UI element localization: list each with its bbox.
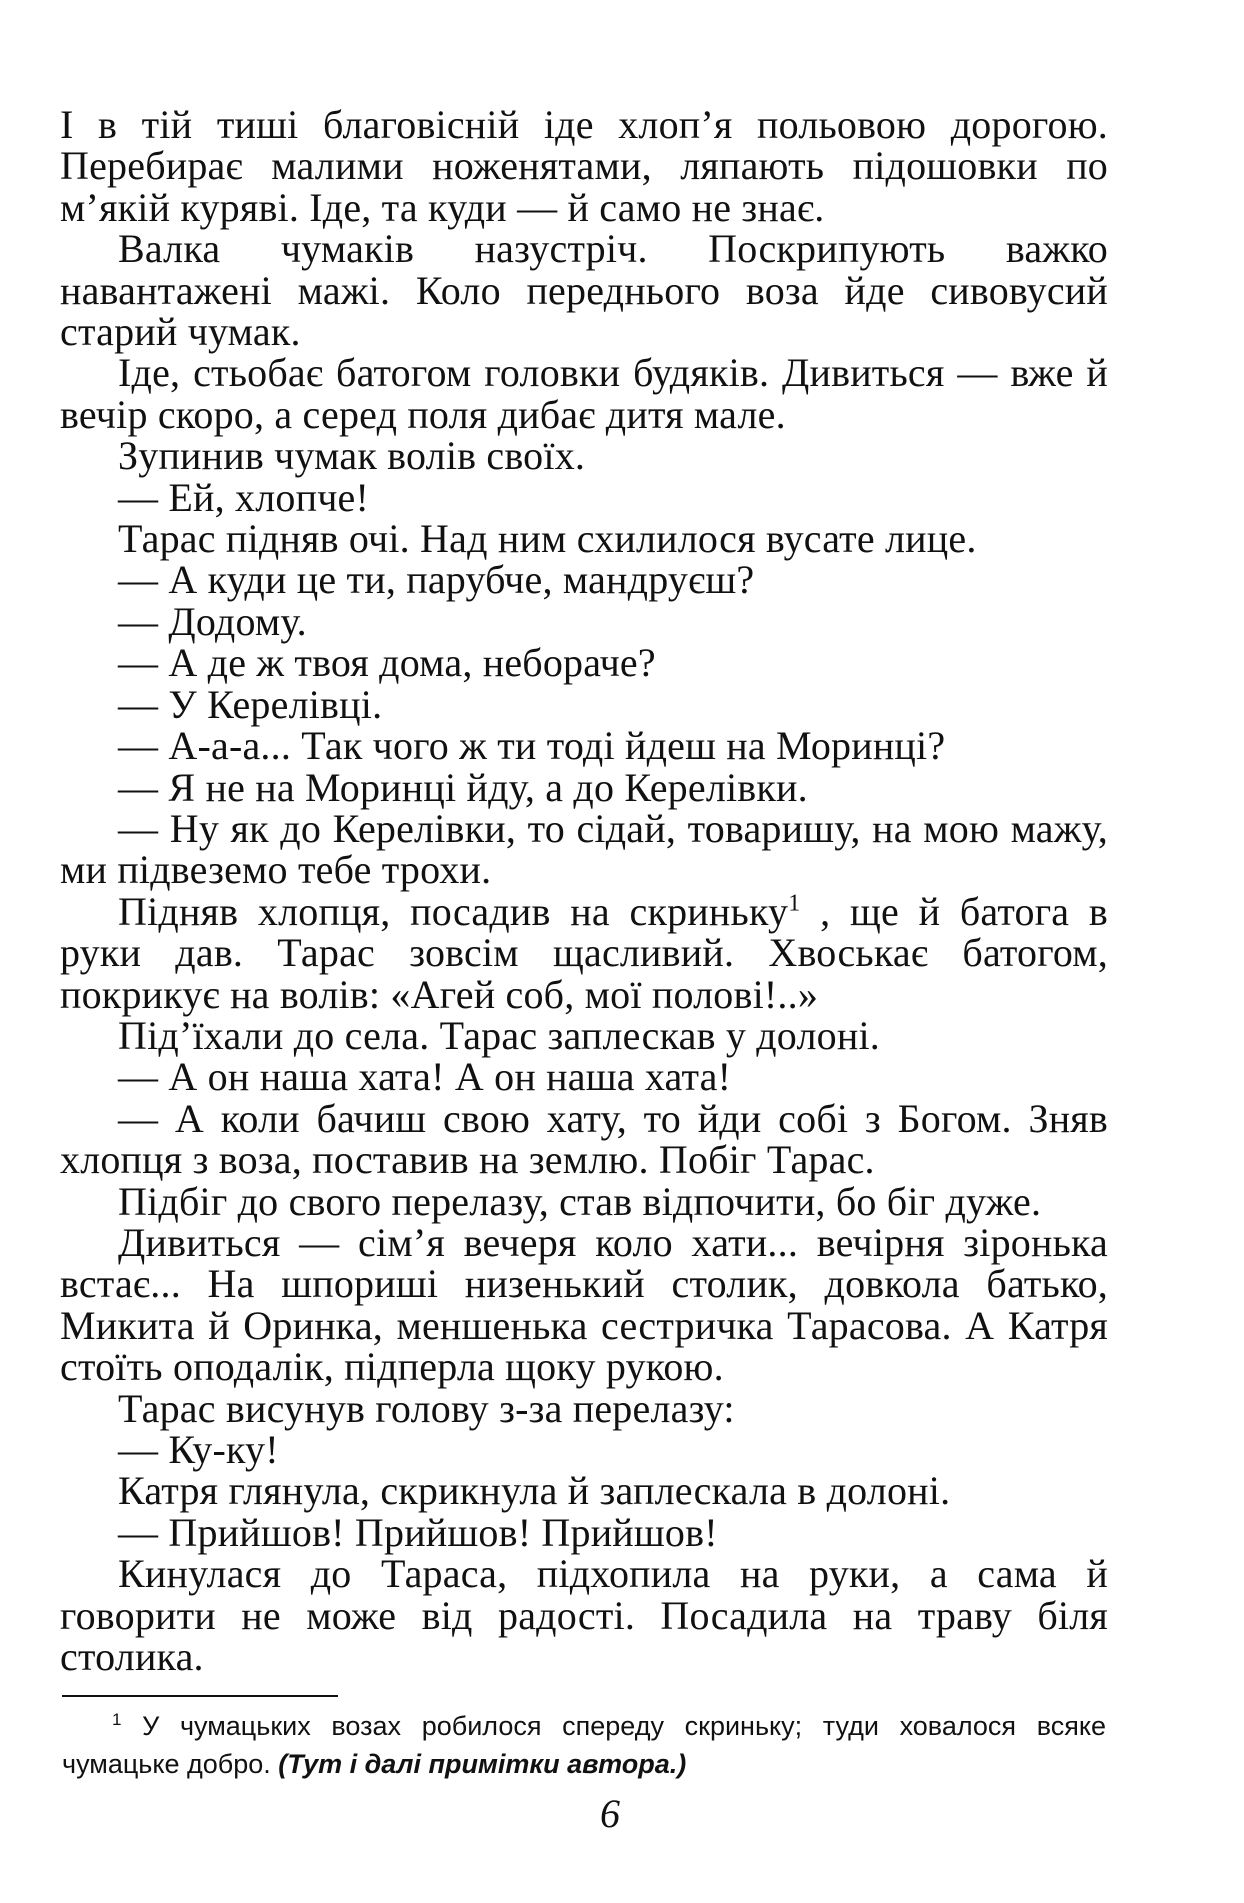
page-number: 6 [600,1791,620,1836]
paragraph: Катря глянула, скрикнула й заплескала в долоні. [118,1468,951,1514]
dialogue-line: — Ну як до Керелівки, то сідай, товаришу, на мою мажу, ми підвеземо тебе трохи. [60,805,1108,893]
paragraph: Валка чумаків назустріч. Поскрипують важко навантажені мажі. Коло переднього воза йде сивовусий старий чумак. [60,226,1108,355]
dialogue-line: — А он наша хата! А он наша хата! [118,1054,732,1100]
footnote [62,1707,1106,1783]
dialogue-line: — А куди це ти, парубче, мандруєш? [118,557,755,603]
paragraph: Тарас підняв очі. Над ним схилилося вусате лице. [118,516,977,562]
paragraph: Зупинив чумак волів своїх. [118,433,586,479]
paragraph: Підбіг до свого перелазу, став відпочити, бо біг дуже. [118,1178,1042,1224]
paragraph: Іде, стьобає батогом головки будяків. Дивиться — вже й вечір скоро, а серед поля дибає дитя мале. [60,350,1108,437]
paragraph: Тарас висунув голову з-за перелазу: [118,1385,735,1431]
dialogue-line: — А-а-а... Так чого ж ти тоді йдеш на Моринці? [118,723,946,769]
paragraph-text-after-note: , ще й батога в руки дав. Тарас зовсім щасливий. Хвоськає батогом, покрикує на волів: «Агей соб, мої полові!..» [60,888,1109,1017]
dialogue-line: — Прийшов! Прийшов! Прийшов! [118,1509,718,1555]
dialogue-line: — У Керелівці. [118,681,383,727]
dialogue-line: — Я не на Моринці йду, а до Керелівки. [118,764,808,810]
footnote-mark: 1 [112,1710,122,1729]
dialogue-line: — Додому. [118,598,307,644]
paragraph-with-footnote [60,888,1109,1017]
dialogue-line: — А де ж твоя дома, небораче? [118,640,656,686]
dialogue-line: — Ку-ку! [118,1427,279,1472]
paragraph: Кинулася до Тараса, підхопила на руки, а сама й говорити не може від радості. Посадила на траву біля столика. [60,1551,1108,1680]
main-text [60,102,1109,1680]
footnote-text: У чумацьких возах робилося спереду скриньку; туди ховалося всяке чумацьке добро. [62,1711,1106,1779]
footnote-reference: 1 [788,890,801,917]
paragraph: І в тій тиші благовісній іде хлоп’я польовою дорогою. Перебирає малими ноженятами, ляпають підошовки по м’якій куряві. Іде, та куди — й само не знає. [60,102,1108,230]
paragraph-text-before-note: Підняв хлопця, посадив на скриньку [118,888,789,934]
footnote-author-note: (Тут і далі примітки автора.) [278,1749,687,1779]
dialogue-line: — А коли бачиш свою хату, то йди собі з Богом. Зняв хлопця з воза, поставив на землю. Побіг Тарас. [60,1095,1108,1183]
footnote-divider [62,1695,338,1697]
paragraph: Дивиться — сім’я вечеря коло хати... вечірня зіронька встає... На шпориші низенький столик, довкола батько, Микита й Оринка, меншенька сестричка Тарасова. А Катря стоїть оподалік, підперла щоку рукою. [60,1219,1108,1390]
paragraph: Під’їхали до села. Тарас заплескав у долоні. [118,1012,880,1058]
dialogue-line: — Ей, хлопче! [118,474,369,520]
